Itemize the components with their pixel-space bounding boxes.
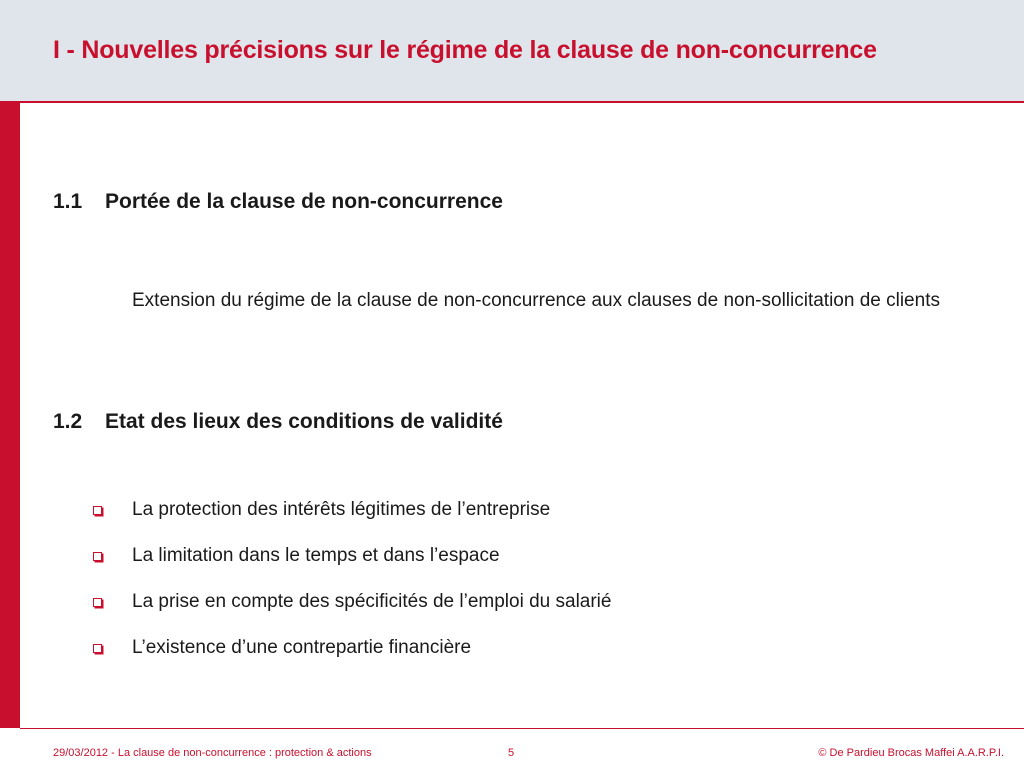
footer-date-title: 29/03/2012 - La clause de non-concurrence : protection & actions <box>53 747 372 759</box>
section-heading-2 <box>53 410 503 434</box>
slide-title: I - Nouvelles précisions sur le régime de la clause de non-concurrence <box>53 36 877 64</box>
section-heading-1 <box>53 190 503 214</box>
title-bar <box>0 0 1024 101</box>
checkbox-bullet-icon <box>93 552 102 561</box>
list-item-text: L’existence d’une contrepartie financière <box>132 637 472 658</box>
checkbox-bullet-icon <box>93 644 102 653</box>
section-title-1: Portée de la clause de non-concurrence <box>105 190 503 213</box>
list-item-text: La prise en compte des spécificités de l’emploi du salarié <box>132 591 612 612</box>
section-1-paragraph: Extension du régime de la clause de non-concurrence aux clauses de non-sollicitation de clients <box>132 290 940 311</box>
title-divider <box>0 101 1024 103</box>
list-item-text: La limitation dans le temps et dans l’espace <box>132 545 500 566</box>
footer-divider <box>20 728 1024 729</box>
footer-copyright: © De Pardieu Brocas Maffei A.A.R.P.I. <box>818 747 1004 759</box>
page-number: 5 <box>508 747 515 759</box>
list-item-text: La protection des intérêts légitimes de l’entreprise <box>132 499 551 520</box>
checkbox-bullet-icon <box>93 598 102 607</box>
section-number-1: 1.1 <box>53 190 83 213</box>
section-number-2: 1.2 <box>53 410 83 433</box>
section-title-2: Etat des lieux des conditions de validité <box>105 410 503 433</box>
checkbox-bullet-icon <box>93 506 102 515</box>
left-accent-band <box>0 103 20 728</box>
